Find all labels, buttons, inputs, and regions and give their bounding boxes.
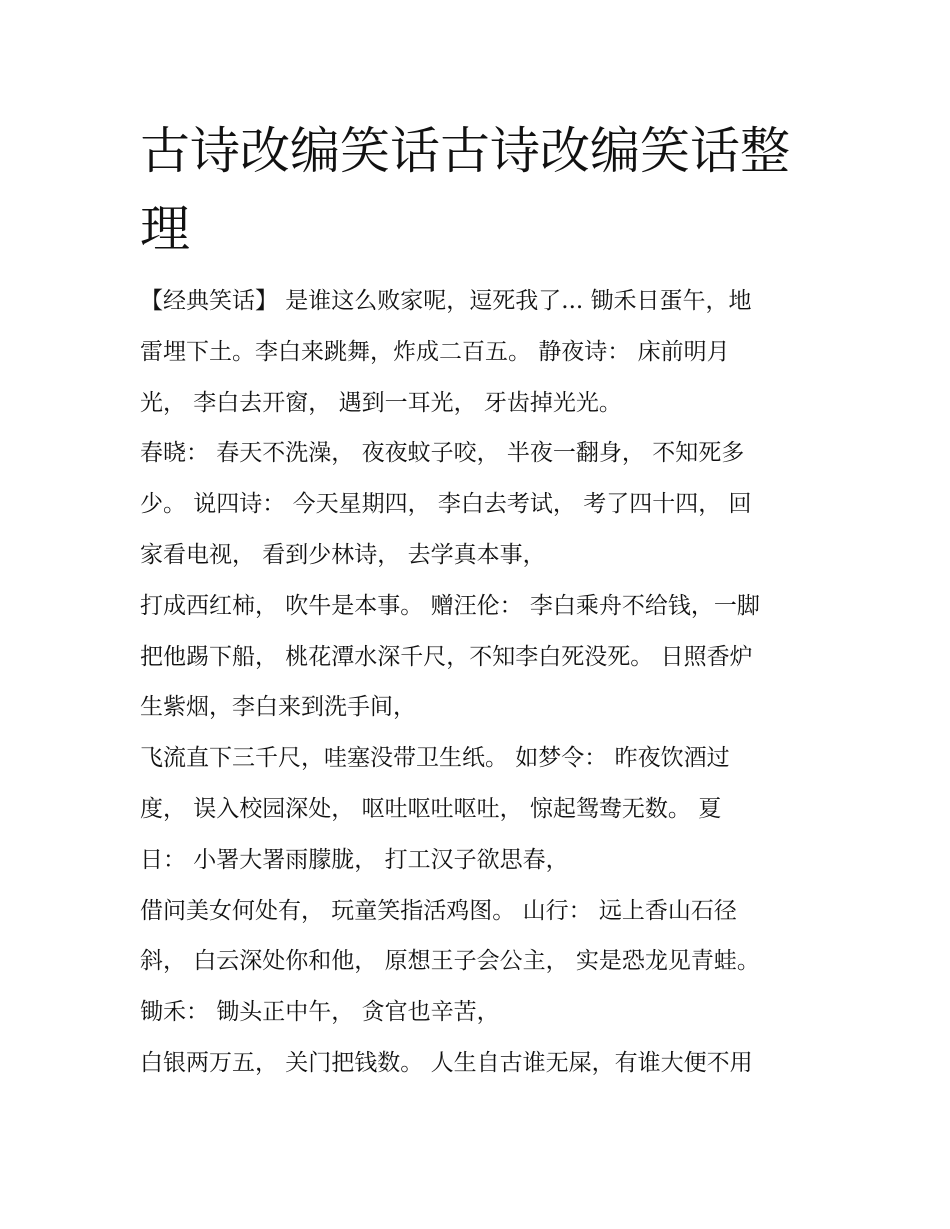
body-line: 雷埋下土。李白来跳舞，炸成二百五。 静夜诗： 床前明月 [140, 338, 730, 365]
document-title [140, 112, 820, 268]
title-line: 理 [140, 200, 190, 258]
body-line: 飞流直下三千尺，哇塞没带卫生纸。 如梦令： 昨夜饮酒过 [140, 745, 730, 772]
body-line: 春晓： 春天不洗澡， 夜夜蚊子咬， 半夜一翻身， 不知死多 [140, 440, 745, 467]
body-line: 度， 误入校园深处， 呕吐呕吐呕吐， 惊起鸳鸯无数。 夏 [140, 795, 722, 822]
body-line: 日： 小署大署雨朦胧， 打工汉子欲思春， [140, 846, 569, 873]
body-line: 锄禾： 锄头正中午， 贪官也辛苦， [140, 999, 500, 1026]
body-line: 打成西红柿， 吹牛是本事。 赠汪伦： 李白乘舟不给钱，一脚 [140, 592, 760, 619]
title-line: 古诗改编笑话古诗改编笑话整 [140, 122, 790, 180]
body-line: 【经典笑话】 是谁这么败家呢，逗死我了... 锄禾日蛋午，地 [140, 288, 752, 314]
body-line: 少。 说四诗： 今天星期四， 李白去考试， 考了四十四， 回 [140, 491, 752, 518]
document-body [140, 276, 820, 1089]
body-line: 家看电视， 看到少林诗， 去学真本事， [140, 541, 546, 568]
body-line: 生紫烟，李白来到洗手间， [140, 694, 416, 721]
body-line: 白银两万五， 关门把钱数。 人生自古谁无屎，有谁大便不用 [140, 1049, 753, 1076]
body-line: 把他踢下船， 桃花潭水深千尺，不知李白死没死。 日照香炉 [140, 643, 753, 670]
body-line: 光， 李白去开窗， 遇到一耳光， 牙齿掉光光。 [140, 389, 622, 416]
body-line: 借问美女何处有， 玩童笑指活鸡图。 山行： 远上香山石径 [140, 897, 737, 924]
body-line: 斜， 白云深处你和他， 原想王子会公主， 实是恐龙见青蛙。 [140, 948, 760, 975]
